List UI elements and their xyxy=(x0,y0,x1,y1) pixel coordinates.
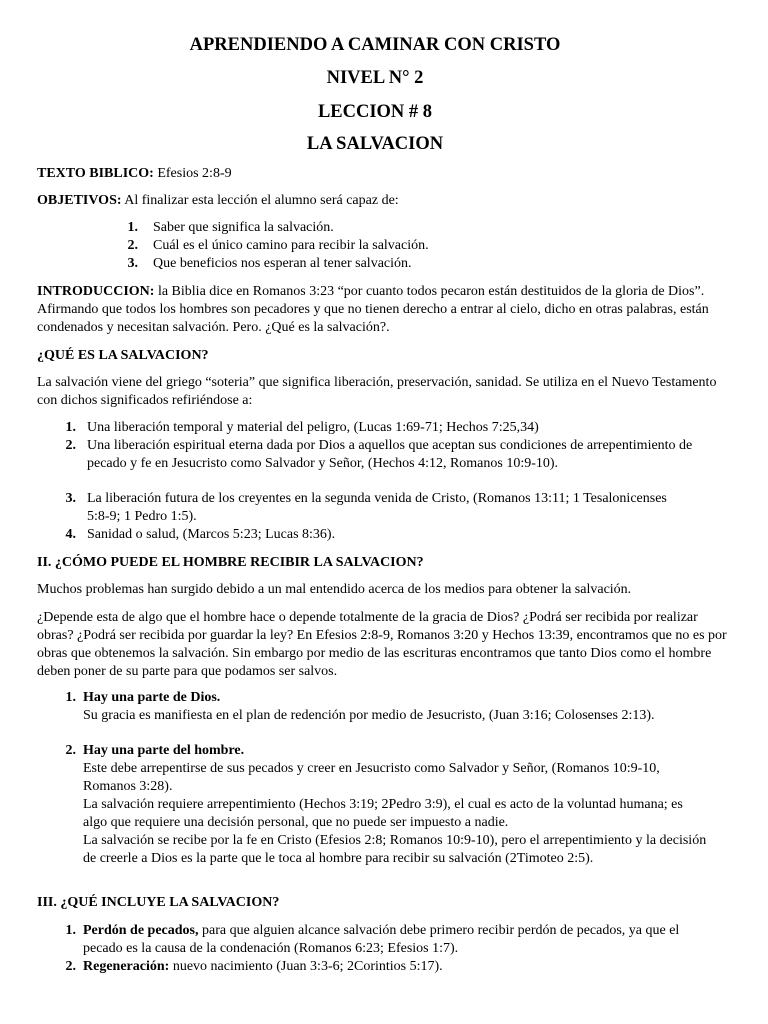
section-3-heading: III. ¿QUÉ INCLUYE LA SALVACION? xyxy=(37,895,280,910)
list-item-title: Hay una parte del hombre. xyxy=(83,743,245,758)
list-item xyxy=(83,958,711,976)
objetivo-item: Cuál es el único camino para recibir la salvación. xyxy=(153,238,429,253)
list-item-title: Regeneración: xyxy=(83,959,170,974)
list-item: La liberación futura de los creyentes en la segunda venida de Cristo, (Romanos 13:11; 1 Tesalonicenses 5:8-9; 1 Pedro 1:5). xyxy=(87,491,667,524)
list-item: Una liberación espiritual eterna dada por Dios a aquellos que aceptan sus condiciones de arrepentimiento de pecado y fe en Jesucristo como Salvador y Señor, (Hechos 4:12, Romanos 10:9-10). xyxy=(87,438,693,471)
list-number: 2. xyxy=(65,438,76,453)
list-item-text: nuevo nacimiento (Juan 3:3-6; 2Corintios 5:17). xyxy=(169,959,443,974)
objetivo-item: Que beneficios nos esperan al tener salvación. xyxy=(153,256,412,271)
list-item-text: Este debe arrepentirse de sus pecados y creer en Jesucristo como Salvador y Señor, (Romanos 10:9-10, Romanos 3:28). xyxy=(83,761,660,794)
section-1-paragraph: La salvación viene del griego “soteria” que significa liberación, preservación, sanidad. Se utiliza en el Nuevo Testamento con dichos significados refiriéndose a: xyxy=(37,375,717,408)
objetivos-label: OBJETIVOS: xyxy=(37,193,122,208)
list-item-title: Perdón de pecados, xyxy=(83,923,199,938)
section-2-paragraph-2: ¿Depende esta de algo que el hombre hace o depende totalmente de la gracia de Dios? ¿Podrá ser recibida por realizar obras? ¿Podrá ser recibida por guardar la ley? En Efesios 2:8-9, Romanos 3:20 y Hechos 13:39, encontramos que no es por obras que obtenemos la salvación. Sin embargo por medio de las escrituras encontramos que tanto Dios como el hombre deben poner de su parte para que podamos ser salvos. xyxy=(37,610,727,679)
list-item-title: Hay una parte de Dios. xyxy=(83,690,221,705)
list-item: Una liberación temporal y material del peligro, (Lucas 1:69-71; Hechos 7:25,34) xyxy=(87,420,539,435)
section-2-paragraph-1: Muchos problemas han surgido debido a un mal entendido acerca de los medios para obtener la salvación. xyxy=(37,582,632,597)
section-1-heading: ¿QUÉ ES LA SALVACION? xyxy=(37,348,209,363)
section-2-heading: II. ¿CÓMO PUEDE EL HOMBRE RECIBIR LA SALVACION? xyxy=(37,555,424,570)
list-number: 1. xyxy=(65,690,76,705)
list-number: 2. xyxy=(65,743,76,758)
list-item-text: La salvación se recibe por la fe en Cristo (Efesios 2:8; Romanos 10:9-10), pero el arrepentimiento y la decisión de creerle a Dios es la parte que le toca al hombre para recibir su salvación (2Timoteo 2:5). xyxy=(83,833,707,866)
objetivos-value: Al finalizar esta lección el alumno será capaz de: xyxy=(121,193,399,208)
list-number: 1. xyxy=(65,923,76,938)
list-item-text: para que alguien alcance salvación debe primero recibir perdón de pecados, ya que el pecado es la causa de la condenación (Romanos 6:23; Efesios 1:7). xyxy=(83,923,680,956)
list-item-text: La salvación requiere arrepentimiento (Hechos 3:19; 2Pedro 3:9), el cual es acto de la voluntad humana; es algo que requiere una decisión personal, que no puede ser impuesto a nadie. xyxy=(83,797,683,830)
texto-biblico-value: Efesios 2:8-9 xyxy=(153,166,232,181)
list-item xyxy=(83,922,711,958)
objetivos-line xyxy=(37,192,399,210)
objetivo-number: 2. xyxy=(127,238,138,253)
topic-title: LA SALVACION xyxy=(306,134,444,154)
objetivo-number: 1. xyxy=(127,220,138,235)
level-title: NIVEL N° 2 xyxy=(326,68,424,88)
objetivo-number: 3. xyxy=(127,256,138,271)
list-number: 4. xyxy=(65,527,76,542)
list-item xyxy=(83,742,708,868)
list-number: 2. xyxy=(65,959,76,974)
list-item xyxy=(83,689,693,725)
introduccion-label: INTRODUCCION: xyxy=(37,284,155,299)
introduccion-paragraph xyxy=(37,283,721,337)
course-title: APRENDIENDO A CAMINAR CON CRISTO xyxy=(189,35,561,55)
texto-biblico-line xyxy=(37,165,232,183)
list-number: 1. xyxy=(65,420,76,435)
list-number: 3. xyxy=(65,491,76,506)
lesson-title: LECCION # 8 xyxy=(317,102,433,122)
list-item: Sanidad o salud, (Marcos 5:23; Lucas 8:36). xyxy=(87,527,336,542)
texto-biblico-label: TEXTO BIBLICO: xyxy=(37,166,154,181)
list-item-text: Su gracia es manifiesta en el plan de redención por medio de Jesucristo, (Juan 3:16; Colosenses 2:13). xyxy=(83,708,655,723)
introduccion-text: la Biblia dice en Romanos 3:23 “por cuanto todos pecaron están destituidos de la gloria de Dios”. Afirmando que todos los hombres son pecadores y que no tienen derecho a entrar al cielo, dicho en otras palabras, están condenados y necesitan salvación. Pero. ¿Qué es la salvación?. xyxy=(37,284,709,335)
objetivo-item: Saber que significa la salvación. xyxy=(153,220,334,235)
